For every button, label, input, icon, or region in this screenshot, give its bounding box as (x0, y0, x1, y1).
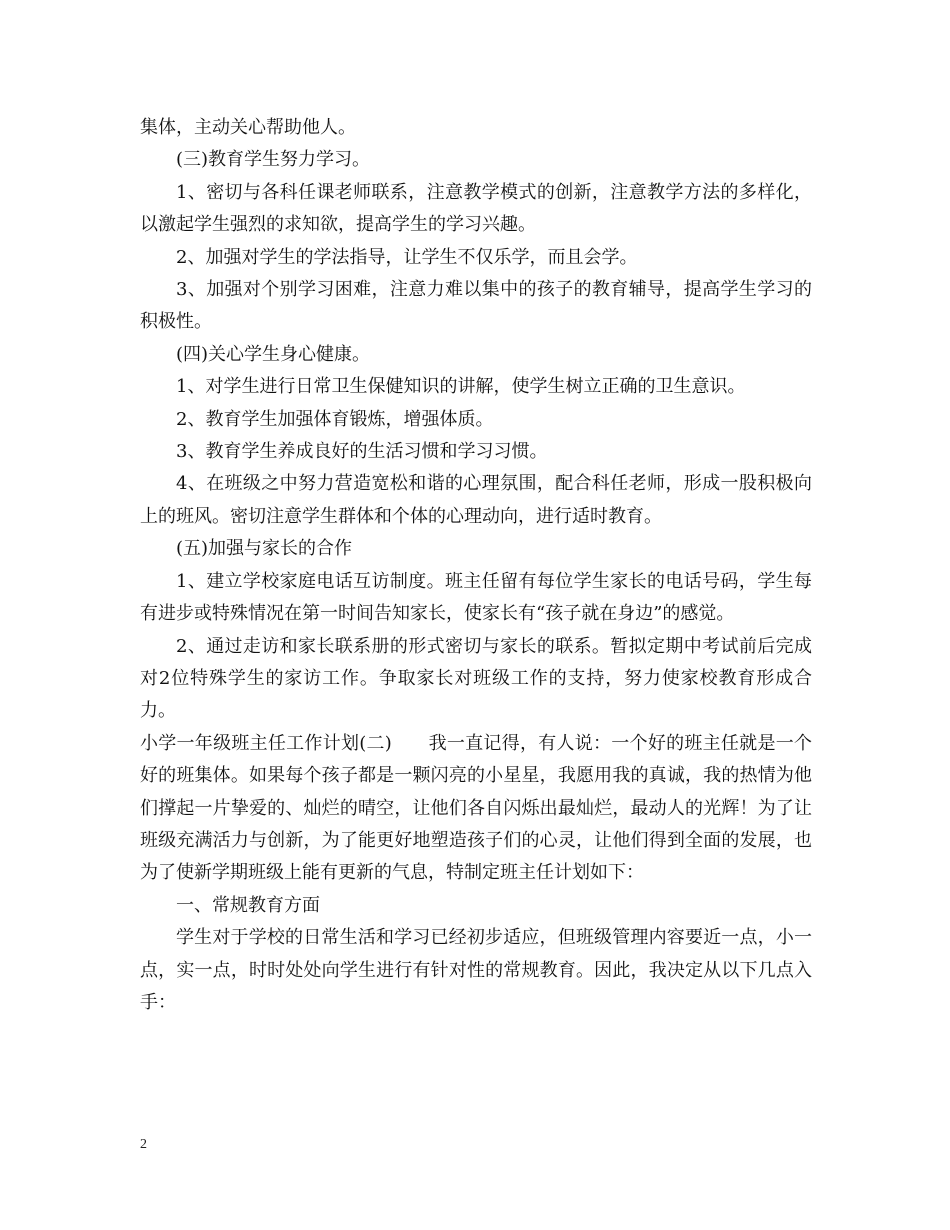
section-heading-3: (三)教育学生努力学习。 (176, 149, 371, 171)
section-heading-4: (四)关心学生身心健康。 (176, 343, 371, 365)
plan-two-intro-paragraph: 小学一年级班主任工作计划(二) 我一直记得，有人说：一个好的班主任就是一个好的班集体。如果每个孩子都是一颗闪亮的小星星，我愿用我的真诚，我的热情为他们撑起一片挚爱的、灿烂的晴空，让他们各自闪烁出最灿烂，最动人的光辉！为了让班级充满活力与创新，为了能更好地塑造孩子们的心灵，让他们得到全面的发展，也为了使新学期班级上能有更新的气息，特制定班主任计划如下： (140, 732, 812, 884)
list-item-4-1: 1、对学生进行日常卫生保健知识的讲解，使学生树立正确的卫生意识。 (176, 376, 746, 398)
list-item-5-1: 1、建立学校家庭电话互访制度。班主任留有每位学生家长的电话号码，学生每有进步或特殊情况在第一时间告知家长，使家长有“孩子就在身边”的感觉。 (140, 570, 812, 625)
list-item-3-1: 1、密切与各科任课老师联系，注意教学模式的创新，注意教学方法的多样化，以激起学生强烈的求知欲，提高学生的学习兴趣。 (140, 181, 812, 236)
list-item-5-2: 2、通过走访和家长联系册的形式密切与家长的联系。暂拟定期中考试前后完成对2位特殊学生的家访工作。争取家长对班级工作的支持，努力使家校教育形成合力。 (140, 635, 812, 722)
routine-education-paragraph: 学生对于学校的日常生活和学习已经初步适应，但班级管理内容要近一点，小一点，实一点，时时处处向学生进行有针对性的常规教育。因此，我决定从以下几点入手： (140, 927, 812, 1013)
section-heading-5: (五)加强与家长的合作 (176, 538, 353, 560)
paragraph-continuation: 集体，主动关心帮助他人。 (140, 117, 356, 138)
list-item-4-2: 2、教育学生加强体育锻炼，增强体质。 (176, 408, 494, 430)
section-heading-routine-education: 一、常规教育方面 (176, 894, 320, 916)
list-item-4-3: 3、教育学生养成良好的生活习惯和学习习惯。 (176, 441, 548, 463)
list-item-4-4: 4、在班级之中努力营造宽松和谐的心理氛围，配合科任老师，形成一股积极向上的班风。密切注意学生群体和个体的心理动向，进行适时教育。 (140, 473, 812, 527)
document-body (140, 112, 812, 1019)
list-item-3-3: 3、加强对个别学习困难，注意力难以集中的孩子的教育辅导，提高学生学习的积极性。 (140, 279, 812, 333)
list-item-3-2: 2、加强对学生的学法指导，让学生不仅乐学，而且会学。 (176, 246, 638, 268)
page-number: 2 (140, 1137, 147, 1152)
